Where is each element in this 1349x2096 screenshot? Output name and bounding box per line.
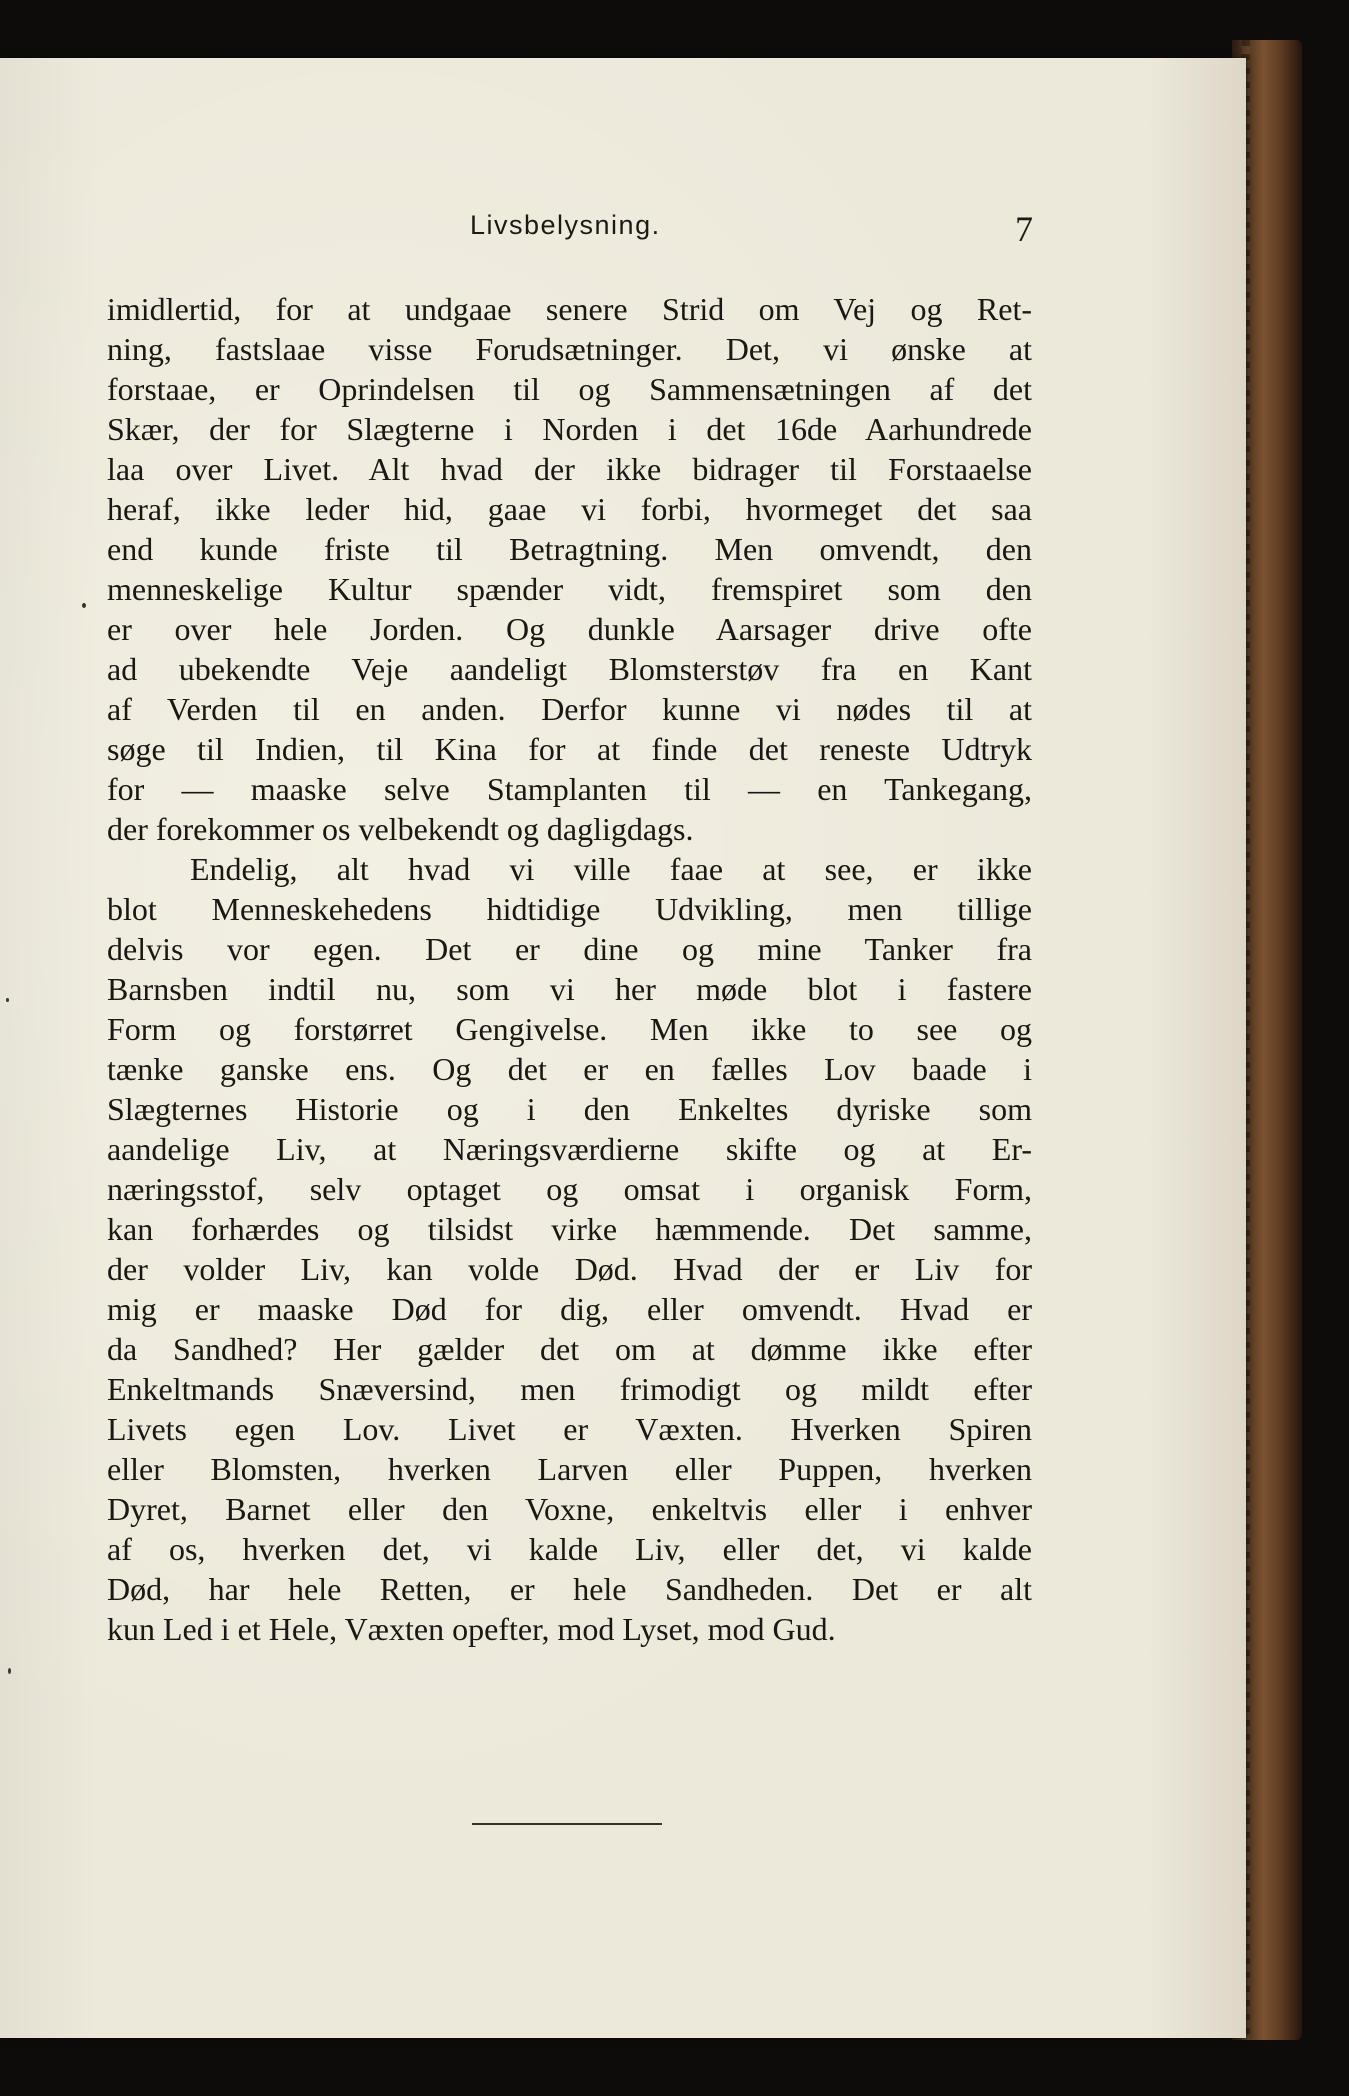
text-line: ning, fastslaae visse Forudsætninger. Det, vi ønske at bbox=[107, 331, 1032, 367]
paper-speck bbox=[6, 998, 9, 1002]
text-line: mig er maaske Død for dig, eller omvendt. Hvad er bbox=[107, 1291, 1032, 1327]
text-line: tænke ganske ens. Og det er en fælles Lov baade i bbox=[107, 1051, 1032, 1087]
text-line: laa over Livet. Alt hvad der ikke bidrager til Forstaaelse bbox=[107, 451, 1032, 487]
text-line: Livets egen Lov. Livet er Væxten. Hverken Spiren bbox=[107, 1411, 1032, 1447]
text-line: kan forhærdes og tilsidst virke hæmmende. Det samme, bbox=[107, 1211, 1032, 1247]
text-line: menneskelige Kultur spænder vidt, fremspiret som den bbox=[107, 571, 1032, 607]
text-line: Død, har hele Retten, er hele Sandheden. Det er alt bbox=[107, 1571, 1032, 1607]
paragraph-start-line: Endelig, alt hvad vi ville faae at see, er ikke bbox=[190, 851, 1032, 887]
text-line: Dyret, Barnet eller den Voxne, enkeltvis eller i enhver bbox=[107, 1491, 1032, 1527]
text-line: der volder Liv, kan volde Død. Hvad der er Liv for bbox=[107, 1251, 1032, 1287]
text-line: eller Blomsten, hverken Larven eller Puppen, hverken bbox=[107, 1451, 1032, 1487]
text-line: Enkeltmands Snæversind, men frimodigt og mildt efter bbox=[107, 1371, 1032, 1407]
text-line: af Verden til en anden. Derfor kunne vi nødes til at bbox=[107, 691, 1032, 727]
text-line: ad ubekendte Veje aandeligt Blomsterstøv fra en Kant bbox=[107, 651, 1032, 687]
paragraph-end-line: der forekommer os velbekendt og dagligdags. bbox=[107, 811, 694, 847]
text-line: af os, hverken det, vi kalde Liv, eller det, vi kalde bbox=[107, 1531, 1032, 1567]
text-line: Slægternes Historie og i den Enkeltes dyriske som bbox=[107, 1091, 1032, 1127]
text-line: Skær, der for Slægterne i Norden i det 16de Aarhundrede bbox=[107, 411, 1032, 447]
text-line: imidlertid, for at undgaae senere Strid om Vej og Ret- bbox=[107, 291, 1032, 327]
end-rule-divider bbox=[472, 1823, 662, 1825]
book-page bbox=[0, 58, 1246, 2038]
text-line: Barnsben indtil nu, som vi her møde blot i fastere bbox=[107, 971, 1032, 1007]
paper-speck bbox=[82, 603, 86, 608]
text-line: for — maaske selve Stamplanten til — en Tankegang, bbox=[107, 771, 1032, 807]
text-line: Form og forstørret Gengivelse. Men ikke to see og bbox=[107, 1011, 1032, 1047]
text-line: forstaae, er Oprindelsen til og Sammensætningen af det bbox=[107, 371, 1032, 407]
text-line: heraf, ikke leder hid, gaae vi forbi, hvormeget det saa bbox=[107, 491, 1032, 527]
text-line: er over hele Jorden. Og dunkle Aarsager drive ofte bbox=[107, 611, 1032, 647]
page-number: 7 bbox=[1015, 209, 1033, 249]
paragraph-end-line: kun Led i et Hele, Væxten opefter, mod Lyset, mod Gud. bbox=[107, 1611, 836, 1647]
text-line: end kunde friste til Betragtning. Men omvendt, den bbox=[107, 531, 1032, 567]
text-line: næringsstof, selv optaget og omsat i organisk Form, bbox=[107, 1171, 1032, 1207]
body-text bbox=[107, 289, 1032, 1649]
paper-speck bbox=[8, 1668, 11, 1674]
text-line: søge til Indien, til Kina for at finde det reneste Udtryk bbox=[107, 731, 1032, 767]
running-title: Livsbelysning. bbox=[470, 210, 661, 240]
text-line: delvis vor egen. Det er dine og mine Tanker fra bbox=[107, 931, 1032, 967]
text-line: aandelige Liv, at Næringsværdierne skifte og at Er- bbox=[107, 1131, 1032, 1167]
text-line: da Sandhed? Her gælder det om at dømme ikke efter bbox=[107, 1331, 1032, 1367]
text-line: blot Menneskehedens hidtidige Udvikling, men tillige bbox=[107, 891, 1032, 927]
